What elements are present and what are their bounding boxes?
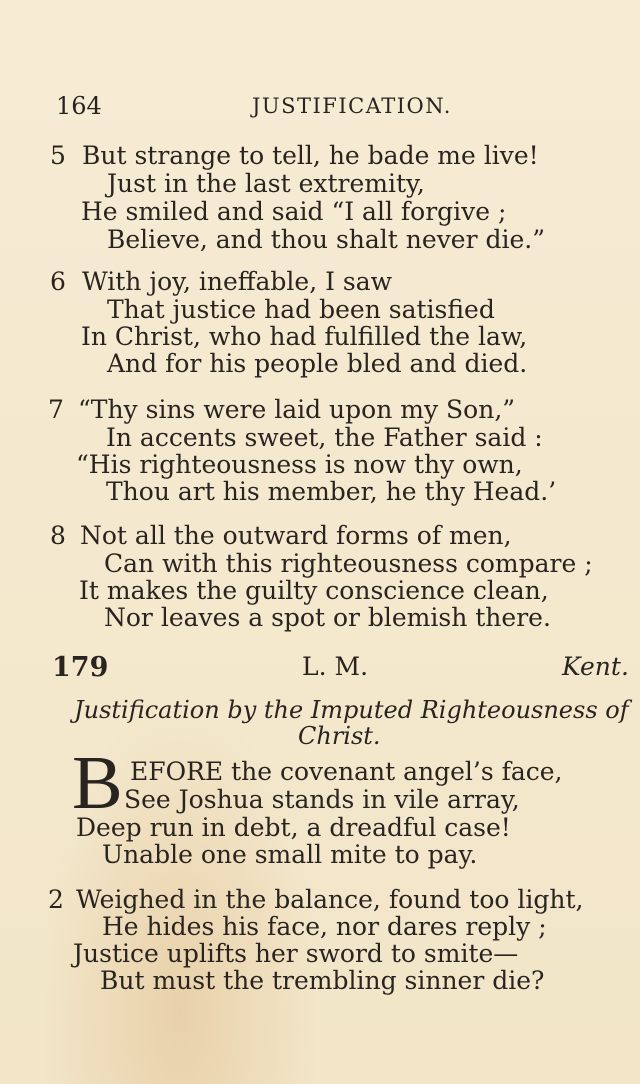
- stanza-line: Can with this righteousness compare ;: [104, 549, 593, 578]
- stanza-line: Just in the last extremity,: [107, 169, 425, 198]
- stanza-line: It makes the guilty conscience clean,: [79, 576, 549, 605]
- hymn-title-line-2: Christ.: [298, 722, 381, 750]
- stanza-line: Believe, and thou shalt never die.”: [107, 225, 546, 254]
- stanza-line: But must the trembling sinner die?: [100, 966, 545, 995]
- stanza-line: “His righteousness is now thy own,: [76, 450, 523, 479]
- stanza-line: And for his people bled and died.: [107, 349, 528, 378]
- stanza-number: 5: [50, 141, 66, 170]
- hymn-title-line-1: Justification by the Imputed Righteousness of: [74, 696, 629, 724]
- running-head: JUSTIFICATION.: [252, 94, 452, 118]
- stanza-line: Nor leaves a spot or blemish there.: [104, 603, 551, 632]
- hymn-tune: Kent.: [562, 652, 629, 681]
- hymn-number: 179: [52, 652, 109, 683]
- stanza-line: But strange to tell, he bade me live!: [82, 141, 539, 170]
- stanza-line: In Christ, who had fulfilled the law,: [81, 322, 528, 351]
- stanza-number: 8: [50, 521, 66, 550]
- stanza-line: Weighed in the balance, found too light,: [76, 885, 584, 914]
- stanza-number: 7: [48, 395, 64, 424]
- stanza-line: In accents sweet, the Father said :: [106, 423, 543, 452]
- hymn-meter: L. M.: [302, 652, 369, 681]
- drop-cap: B: [72, 741, 123, 825]
- page-number: 164: [56, 92, 102, 120]
- stanza-line: “Thy sins were laid upon my Son,”: [78, 395, 516, 424]
- stanza-line: That justice had been satisfied: [107, 295, 495, 324]
- stanza-line: Not all the outward forms of men,: [80, 521, 512, 550]
- stanza-line: Unable one small mite to pay.: [102, 840, 478, 869]
- stanza-line: Justice uplifts her sword to smite—: [73, 939, 519, 968]
- stanza-number: 6: [50, 267, 66, 296]
- stanza-number: 2: [48, 885, 64, 914]
- stanza-line: Deep run in debt, a dreadful case!: [76, 813, 511, 842]
- stanza-line: He smiled and said “I all forgive ;: [81, 197, 507, 226]
- stanza-line: He hides his face, nor dares reply ;: [102, 912, 547, 941]
- stanza-line: See Joshua stands in vile array,: [124, 785, 520, 814]
- stanza-line: EFORE the covenant angel’s face,: [130, 757, 563, 786]
- stanza-line: With joy, ineffable, I saw: [82, 267, 393, 296]
- stanza-line: Thou art his member, he thy Head.’: [106, 477, 557, 506]
